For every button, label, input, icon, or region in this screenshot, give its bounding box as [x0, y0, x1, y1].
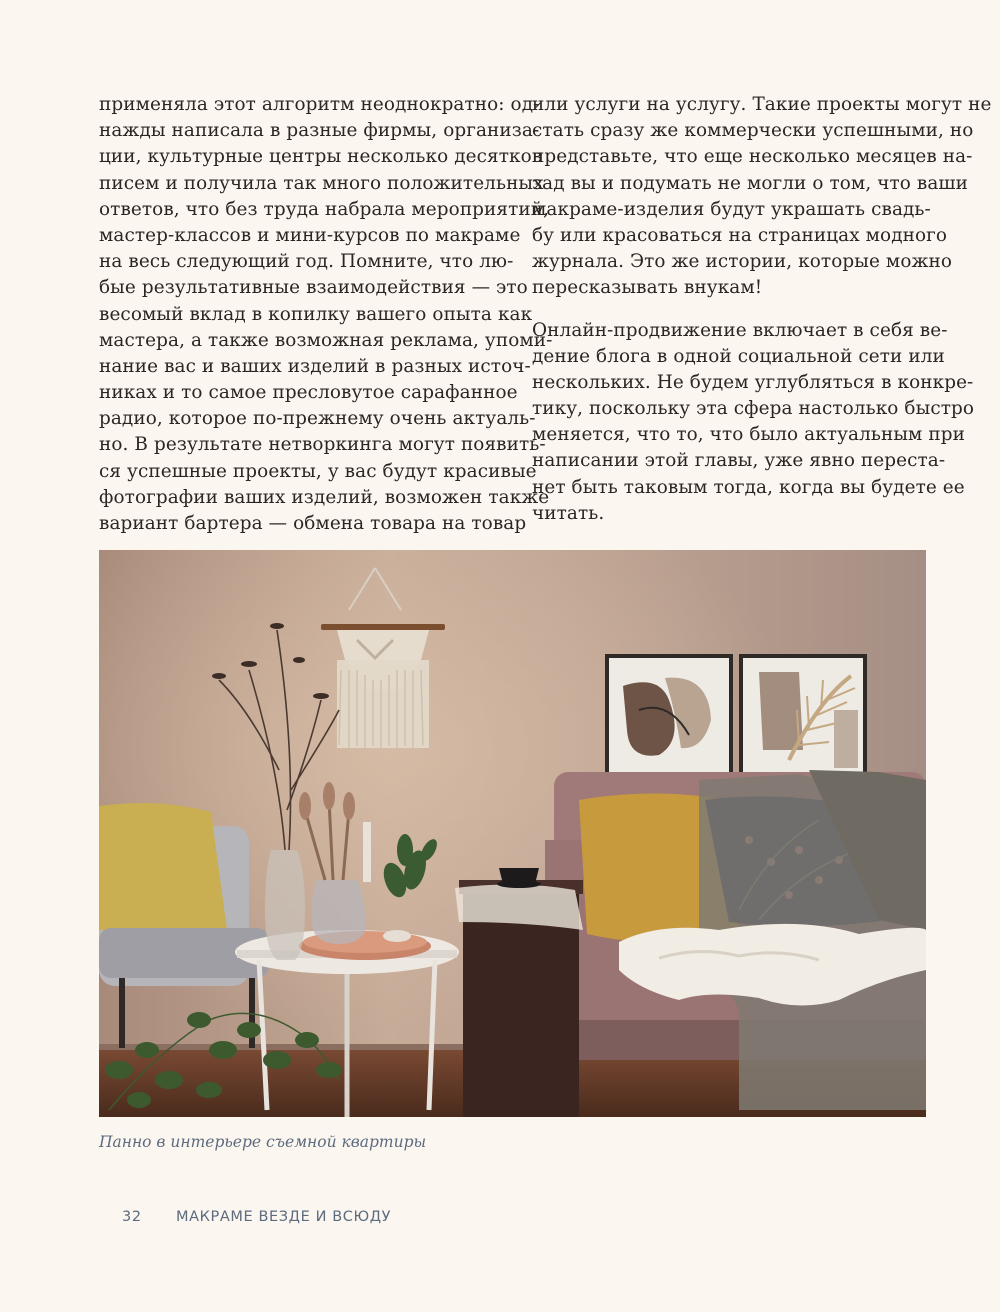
text-line: читать. [532, 502, 605, 524]
framed-poster-right [739, 654, 867, 778]
text-line: представьте, что еще несколько месяцев на- [532, 146, 973, 168]
text-line: тику, поскольку эта сфера настолько быстро [532, 398, 975, 420]
text-line: радио, которое по-прежнему очень актуаль- [99, 408, 536, 430]
text-line: или услуги на услугу. Такие проекты могут не [532, 94, 992, 115]
text-line: бу или красоваться на страницах модного [532, 224, 948, 246]
running-title: МАКРАМЕ ВЕЗДЕ И ВСЮДУ [176, 1209, 392, 1225]
text-line: весомый вклад в копилку вашего опыта как [99, 303, 533, 325]
photo-caption: Панно в интерьере съемной квартиры [99, 1133, 427, 1151]
text-line: меняется, что то, что было актуальным при [532, 424, 965, 446]
text-line: ции, культурные центры несколько десятков [99, 146, 543, 168]
text-line: нескольких. Не будем углубляться в конкре- [532, 371, 974, 393]
paragraph [532, 318, 975, 528]
text-line: макраме-изделия будут украшать свадь- [532, 198, 931, 220]
text-line: мастера, а также возможная реклама, упоми- [99, 329, 553, 351]
text-line: пересказывать внукам! [532, 277, 763, 299]
text-line: ответов, что без труда набрала мероприятий, [99, 198, 550, 220]
text-line: нажды написала в разные фирмы, организа- [99, 120, 540, 142]
text-line: мастер-классов и мини-курсов по макраме [99, 224, 521, 246]
text-line: нет быть таковым тогда, когда вы будете ее [532, 476, 965, 498]
text-line: писем и получила так много положительных [99, 172, 544, 194]
text-line: вариант бартера — обмена товара на товар [99, 513, 527, 534]
text-line: никах и то самое пресловутое сарафанное [99, 382, 518, 404]
text-line: фотографии ваших изделий, возможен также [99, 486, 550, 508]
text-line: Онлайн-продвижение включает в себя ве- [532, 319, 948, 341]
sofa [545, 770, 926, 1110]
interior-photo [99, 550, 926, 1117]
text-line: на весь следующий год. Помните, что лю- [99, 251, 514, 273]
text-line: но. В результате нетворкинга могут появить- [99, 434, 546, 456]
text-line: нание вас и ваших изделий в разных источ- [99, 355, 531, 377]
page-footer [122, 1209, 391, 1225]
right-text-column [532, 92, 992, 527]
paragraph [532, 92, 992, 302]
text-line: бые результативные взаимодействия — это [99, 277, 528, 299]
text-line: дение блога в одной социальной сети или [532, 345, 945, 367]
text-line: журнала. Это же истории, которые можно [532, 251, 953, 273]
text-line: зад вы и подумать не могли о том, что ваши [532, 172, 968, 194]
framed-poster-left [605, 654, 733, 782]
page-number: 32 [122, 1209, 142, 1225]
text-line: применяла этот алгоритм неоднократно: од- [99, 94, 540, 115]
armrest-table [455, 868, 583, 1117]
text-line: ся успешные проекты, у вас будут красивые [99, 460, 537, 482]
text-line: написании этой главы, уже явно перестa- [532, 450, 946, 472]
text-line: стать сразу же коммерчески успешными, но [532, 120, 974, 142]
left-text-column [99, 92, 553, 537]
